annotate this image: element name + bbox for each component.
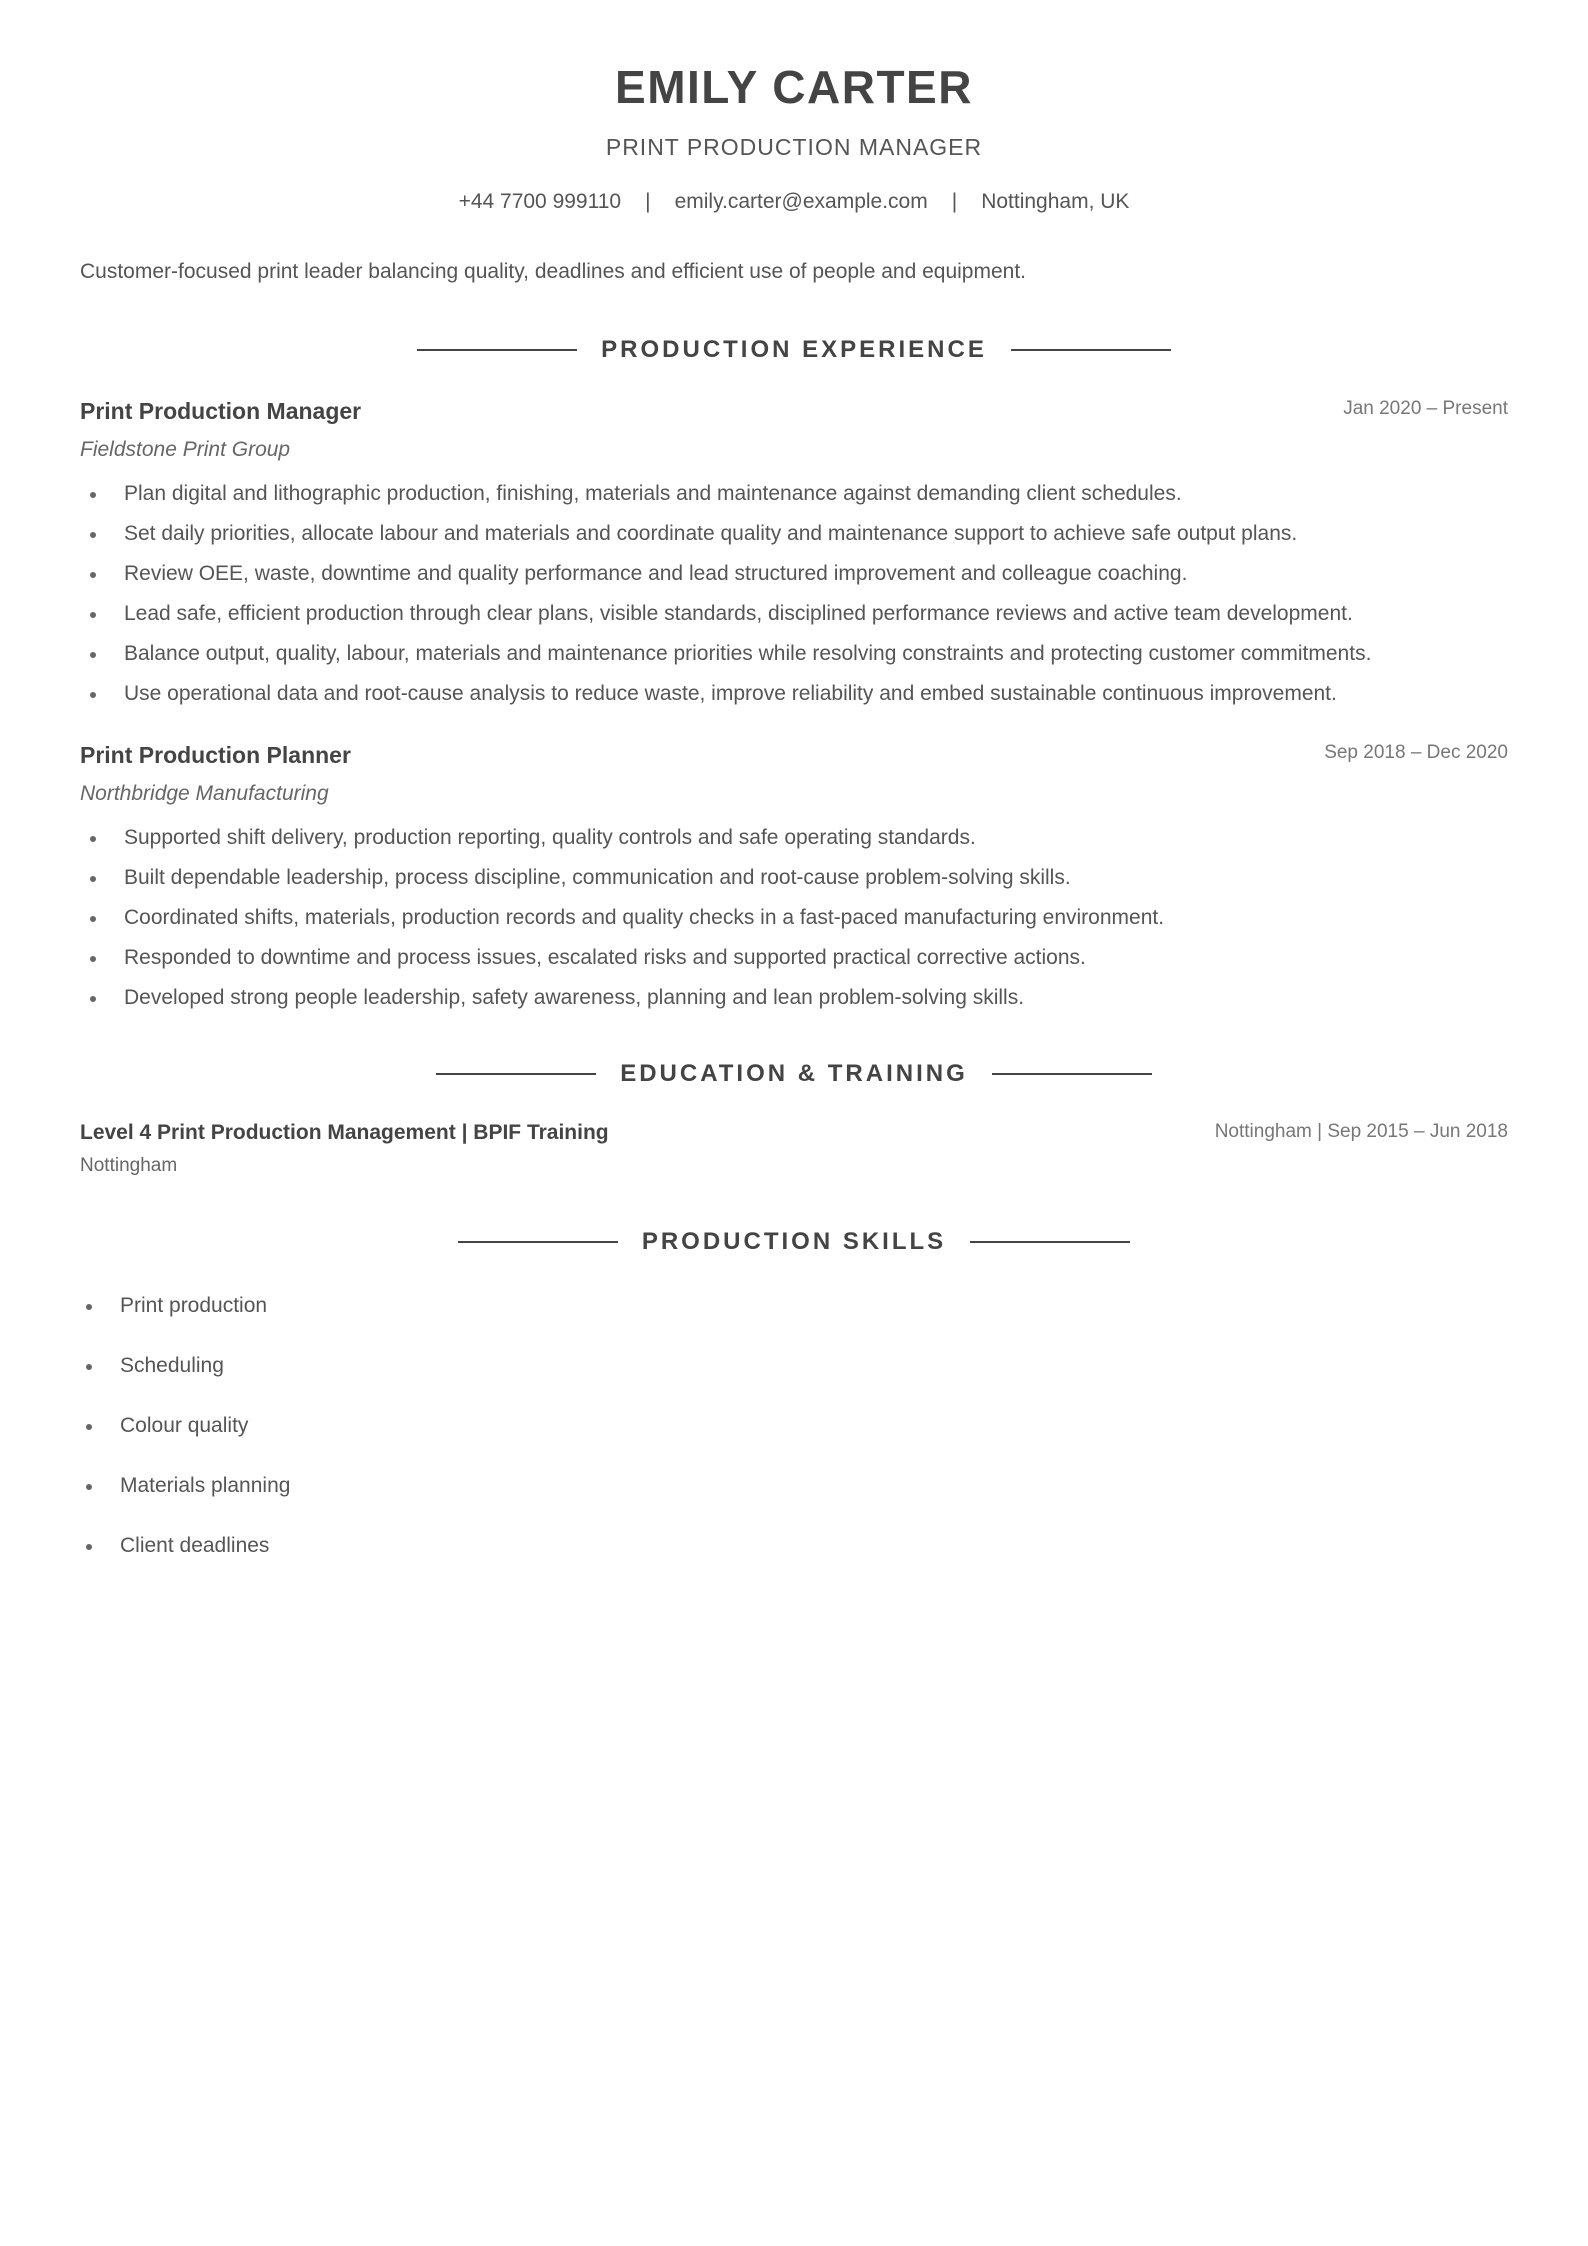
list-item: Review OEE, waste, downtime and quality performance and lead structured improvement and colleague coaching. xyxy=(80,554,1508,594)
job-title: Print Production Manager xyxy=(80,398,362,424)
education-location: Nottingham xyxy=(80,1155,178,1176)
job-dates: Sep 2018 – Dec 2020 xyxy=(1324,742,1508,763)
skills-list xyxy=(80,1291,290,1591)
job-title: Print Production Planner xyxy=(80,742,351,768)
contact-email[interactable]: emily.carter@example.com xyxy=(674,190,928,213)
contact-location: Nottingham, UK xyxy=(981,190,1130,213)
education-heading-label: EDUCATION & TRAINING xyxy=(620,1060,968,1087)
job-bullets xyxy=(80,474,1508,714)
skill-item: Materials planning xyxy=(80,1471,290,1501)
list-item: Plan digital and lithographic production, finishing, materials and maintenance against demanding client schedules. xyxy=(80,474,1508,514)
list-item: Built dependable leadership, process discipline, communication and root-cause problem-solving skills. xyxy=(80,858,1508,898)
list-item: Use operational data and root-cause analysis to reduce waste, improve reliability and embed sustainable continuous improvement. xyxy=(80,674,1508,714)
heading-rule-left xyxy=(417,349,577,351)
heading-rule-left xyxy=(436,1073,596,1075)
skills-heading xyxy=(0,1228,1588,1256)
list-item: Developed strong people leadership, safety awareness, planning and lean problem-solving skills. xyxy=(80,978,1508,1018)
heading-rule-right xyxy=(1011,349,1171,351)
contact-line xyxy=(0,190,1588,214)
list-item: Balance output, quality, labour, materials and maintenance priorities while resolving constraints and protecting customer commitments. xyxy=(80,634,1508,674)
heading-rule-right xyxy=(992,1073,1152,1075)
candidate-role: PRINT PRODUCTION MANAGER xyxy=(605,134,983,160)
job-bullets xyxy=(80,818,1508,1018)
candidate-name: EMILY CARTER xyxy=(615,61,973,113)
list-item: Lead safe, efficient production through clear plans, visible standards, disciplined performance reviews and active team development. xyxy=(80,594,1508,634)
job-dates: Jan 2020 – Present xyxy=(1343,398,1508,419)
education-dates: Nottingham | Sep 2015 – Jun 2018 xyxy=(1214,1121,1508,1142)
heading-rule-left xyxy=(458,1241,618,1243)
heading-rule-right xyxy=(970,1241,1130,1243)
skill-item: Colour quality xyxy=(80,1411,290,1441)
list-item: Responded to downtime and process issues, escalated risks and supported practical corrective actions. xyxy=(80,938,1508,978)
contact-phone: +44 7700 999110 xyxy=(458,190,622,213)
job-company: Fieldstone Print Group xyxy=(80,438,291,461)
skills-heading-label: PRODUCTION SKILLS xyxy=(641,1228,947,1255)
experience-heading-label: PRODUCTION EXPERIENCE xyxy=(601,336,987,363)
skill-item: Scheduling xyxy=(80,1351,290,1381)
experience-heading xyxy=(0,336,1588,364)
contact-separator: | xyxy=(951,190,958,213)
list-item: Set daily priorities, allocate labour and materials and coordinate quality and maintenance support to achieve safe output plans. xyxy=(80,514,1508,554)
contact-separator: | xyxy=(645,190,651,213)
skill-item: Client deadlines xyxy=(80,1531,290,1561)
education-title: Level 4 Print Production Management | BPIF Training xyxy=(80,1121,609,1144)
list-item: Supported shift delivery, production reporting, quality controls and safe operating standards. xyxy=(80,818,1508,858)
job-company: Northbridge Manufacturing xyxy=(80,782,329,805)
list-item: Coordinated shifts, materials, production records and quality checks in a fast-paced manufacturing environment. xyxy=(80,898,1508,938)
profile-summary: Customer-focused print leader balancing quality, deadlines and efficient use of people and equipment. xyxy=(80,260,1027,283)
education-heading xyxy=(0,1060,1588,1088)
skill-item: Print production xyxy=(80,1291,290,1321)
